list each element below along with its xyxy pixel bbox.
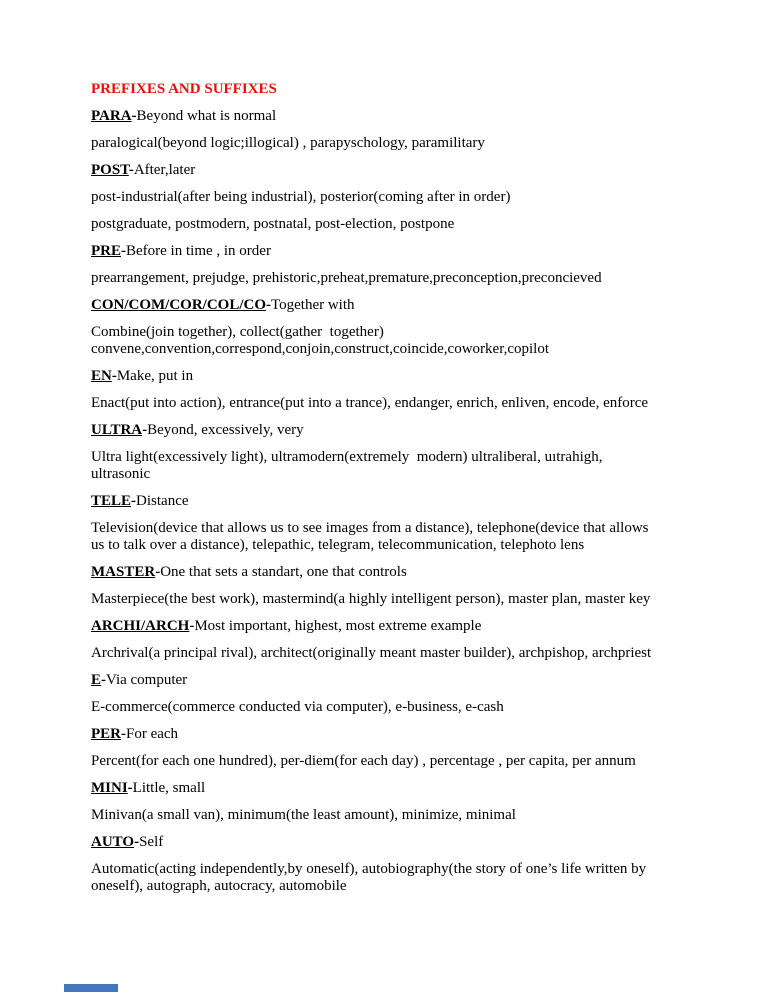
prefix-term: AUTO <box>91 834 135 850</box>
prefix-definition: Most important, highest, most extreme example <box>194 618 482 634</box>
example-line: Minivan(a small van), minimum(the least amount), minimize, minimal <box>91 807 516 823</box>
prefix-definition: Before in time , in order <box>126 243 271 259</box>
prefix-separator: - <box>121 243 126 259</box>
examples-paragraph <box>91 135 731 152</box>
prefix-heading <box>91 162 731 179</box>
entries-container <box>91 108 731 895</box>
prefix-heading <box>91 108 731 125</box>
prefix-term: PER <box>91 726 121 742</box>
examples-paragraph <box>91 216 731 233</box>
prefix-separator: - <box>189 618 195 634</box>
prefix-heading <box>91 726 731 743</box>
prefix-separator: - <box>121 726 126 742</box>
prefix-definition: Together with <box>271 297 355 313</box>
prefix-definition: Beyond what is normal <box>136 108 277 124</box>
prefix-entry <box>91 162 731 233</box>
footer-blue-bar <box>64 984 118 992</box>
prefix-heading <box>91 564 731 581</box>
prefix-term: TELE <box>91 493 132 509</box>
example-line: Archrival(a principal rival), architect(originally meant master builder), archpishop, archpriest <box>91 645 652 661</box>
prefix-heading <box>91 243 731 260</box>
example-line: Automatic(acting independently,by oneself), autobiography(the story of one’s life written by <box>91 861 647 877</box>
prefix-separator: - <box>131 493 137 509</box>
prefix-heading <box>91 368 731 385</box>
prefix-entry <box>91 672 731 716</box>
examples-paragraph <box>91 807 731 824</box>
document-title: PREFIXES AND SUFFIXES <box>91 81 277 97</box>
examples-paragraph <box>91 449 731 483</box>
examples-paragraph <box>91 645 731 662</box>
prefix-heading <box>91 780 731 797</box>
prefix-entry <box>91 726 731 770</box>
examples-paragraph <box>91 591 731 608</box>
prefix-entry <box>91 297 731 358</box>
prefix-separator: - <box>142 422 148 438</box>
example-line: Masterpiece(the best work), mastermind(a highly intelligent person), master plan, master key <box>91 591 651 607</box>
prefix-term: MASTER <box>91 564 156 580</box>
example-line: Combine(join together), collect(gather together) <box>91 324 384 340</box>
prefix-separator: - <box>128 162 134 178</box>
prefix-heading <box>91 834 731 851</box>
prefix-heading <box>91 618 731 635</box>
prefix-heading <box>91 493 731 510</box>
prefix-definition: Beyond, excessively, very <box>147 422 304 438</box>
example-line: post-industrial(after being industrial), posterior(coming after in order) <box>91 189 511 205</box>
examples-paragraph <box>91 520 731 554</box>
prefix-definition: After,later <box>133 162 196 178</box>
prefix-separator: - <box>101 672 107 688</box>
example-line: E-commerce(commerce conducted via computer), e-business, e-cash <box>91 699 504 715</box>
prefix-separator: - <box>155 564 161 580</box>
prefix-term: ARCHI/ARCH <box>91 618 190 634</box>
prefix-entry <box>91 108 731 152</box>
prefix-entry <box>91 243 731 287</box>
example-line: convene,convention,correspond,conjoin,construct,coincide,coworker,copilot <box>91 341 549 357</box>
examples-paragraph <box>91 270 731 287</box>
prefix-heading <box>91 672 731 689</box>
prefix-definition: One that sets a standart, one that controls <box>160 564 407 580</box>
example-line: Enact(put into action), entrance(put into a trance), endanger, enrich, enliven, encode, enforce <box>91 395 649 411</box>
example-line: paralogical(beyond logic;illogical) , parapyschology, paramilitary <box>91 135 485 151</box>
examples-paragraph <box>91 699 731 716</box>
prefix-entry <box>91 618 731 662</box>
prefix-heading <box>91 422 731 439</box>
prefix-separator: - <box>131 108 137 124</box>
prefix-entry <box>91 564 731 608</box>
prefix-entry <box>91 834 731 895</box>
prefix-definition: Self <box>139 834 164 850</box>
prefix-term: E <box>91 672 102 688</box>
prefix-term: PRE <box>91 243 121 259</box>
prefix-definition: Via computer <box>106 672 188 688</box>
prefix-entry <box>91 368 731 412</box>
prefix-term: EN <box>91 368 112 384</box>
prefix-separator: - <box>127 780 133 796</box>
prefix-separator: - <box>266 297 271 313</box>
prefix-term: CON/COM/COR/COL/CO <box>91 297 266 313</box>
example-line: ultrasonic <box>91 466 151 482</box>
document-content <box>91 81 731 905</box>
examples-paragraph <box>91 324 731 358</box>
examples-paragraph <box>91 861 731 895</box>
prefix-term: MINI <box>91 780 128 796</box>
prefix-heading <box>91 297 731 314</box>
example-line: Ultra light(excessively light), ultramodern(extremely modern) ultraliberal, uıtrahigh, <box>91 449 603 465</box>
prefix-entry <box>91 422 731 483</box>
prefix-entry <box>91 493 731 554</box>
example-line: postgraduate, postmodern, postnatal, post-election, postpone <box>91 216 455 232</box>
prefix-definition: Little, small <box>132 780 206 796</box>
example-line: oneself), autograph, autocracy, automobile <box>91 878 347 894</box>
example-line: prearrangement, prejudge, prehistoric,preheat,premature,preconception,preconcieved <box>91 270 602 286</box>
examples-paragraph <box>91 189 731 206</box>
prefix-separator: - <box>111 368 117 384</box>
prefix-definition: For each <box>126 726 179 742</box>
prefix-term: POST <box>91 162 129 178</box>
example-line: us to talk over a distance), telepathic, telegram, telecommunication, telephoto lens <box>91 537 585 553</box>
prefix-definition: Make, put in <box>116 368 194 384</box>
examples-paragraph <box>91 753 731 770</box>
prefix-separator: - <box>134 834 140 850</box>
examples-paragraph <box>91 395 731 412</box>
example-line: Television(device that allows us to see images from a distance), telephone(device that allows <box>91 520 649 536</box>
prefix-term: PARA <box>91 108 132 124</box>
prefix-definition: Distance <box>136 493 189 509</box>
prefix-term: ULTRA <box>91 422 143 438</box>
prefix-entry <box>91 780 731 824</box>
example-line: Percent(for each one hundred), per-diem(for each day) , percentage , per capita, per annum <box>91 753 636 769</box>
